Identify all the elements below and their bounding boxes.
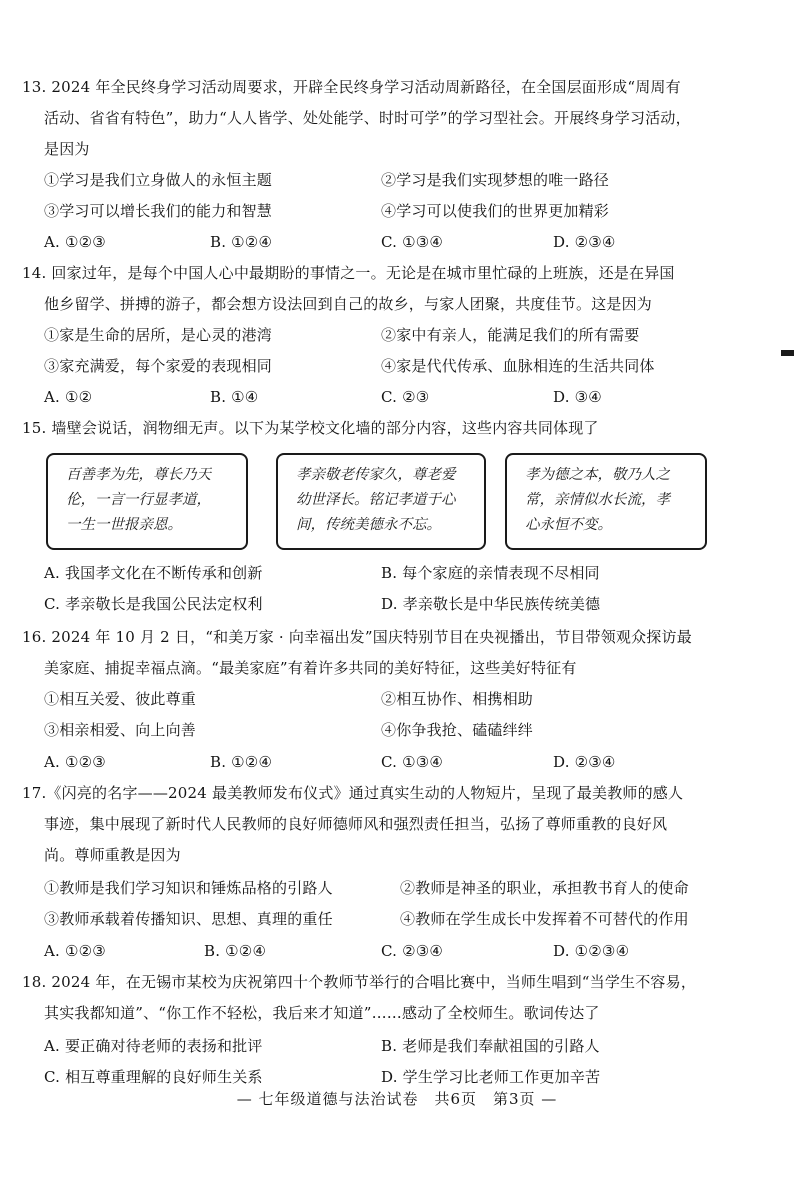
card-1-line-3: 一生一世报亲恩。 [66, 517, 182, 533]
q17-stem-line-2: 事迹，集中展现了新时代人民教师的良好师德师风和强烈责任担当，弘扬了尊师重教的良好风 [44, 815, 668, 833]
q15-stem-line-1: 15. 墙壁会说话，润物细无声。以下为某学校文化墙的部分内容，这些内容共同体现了 [22, 419, 599, 437]
card-3-line-1: 孝为德之本，敬乃人之 [525, 467, 670, 483]
q16-option-b: B. ①②④ [210, 753, 273, 771]
culture-wall-card-2 [276, 453, 486, 550]
card-1-line-2: 伦，一言一行显孝道， [66, 492, 211, 508]
q15-option-a: A. 我国孝文化在不断传承和创新 [44, 564, 263, 582]
q17-option-d: D. ①②③④ [553, 942, 630, 960]
q17-statement-2: ②教师是神圣的职业，承担教书育人的使命 [400, 879, 689, 897]
q17-option-b: B. ①②④ [204, 942, 267, 960]
card-2-line-1: 孝亲敬老传家久，尊老爱 [296, 467, 456, 483]
q18-option-c: C. 相互尊重理解的良好师生关系 [44, 1068, 263, 1086]
q14-option-b: B. ①④ [210, 388, 259, 406]
q15-option-b: B. 每个家庭的亲情表现不尽相同 [381, 564, 600, 582]
page-footer: — 七年级道德与法治试卷 共6页 第3页 — [236, 1090, 558, 1108]
q18-stem-line-2: 其实我都知道”、“你工作不轻松，我后来才知道”……感动了全校师生。歌词传达了 [44, 1004, 600, 1022]
q14-statement-3: ③家充满爱，每个家爱的表现相同 [44, 357, 273, 375]
q17-option-a: A. ①②③ [44, 942, 106, 960]
q14-option-c: C. ②③ [381, 388, 430, 406]
q14-statement-1: ①家是生命的居所，是心灵的港湾 [44, 326, 273, 344]
q13-option-c: C. ①③④ [381, 233, 444, 251]
margin-registration-mark [781, 350, 794, 356]
q17-statement-4: ④教师在学生成长中发挥着不可替代的作用 [400, 910, 689, 928]
q14-statement-4: ④家是代代传承、血脉相连的生活共同体 [381, 357, 655, 375]
culture-wall-card-1 [46, 453, 248, 550]
q16-statement-2: ②相互协作、相携相助 [381, 690, 534, 708]
q17-option-c: C. ②③④ [381, 942, 444, 960]
q14-option-d: D. ③④ [553, 388, 602, 406]
card-1-line-1: 百善孝为先，尊长乃天 [66, 467, 211, 483]
q18-stem-line-1: 18. 2024 年，在无锡市某校为庆祝第四十个教师节举行的合唱比赛中，当师生唱到“当学生不容易， [22, 973, 697, 991]
q13-option-a: A. ①②③ [44, 233, 106, 251]
card-2-line-2: 幼世泽长。铭记孝道于心 [296, 492, 456, 508]
q16-stem-line-1: 16. 2024 年 10 月 2 日，“和美万家 · 向幸福出发”国庆特别节目在央视播出，节目带领观众探访最 [22, 628, 692, 646]
q15-option-d: D. 孝亲敬长是中华民族传统美德 [381, 595, 601, 613]
q16-option-d: D. ②③④ [553, 753, 616, 771]
q13-statement-2: ②学习是我们实现梦想的唯一路径 [381, 171, 610, 189]
q14-option-a: A. ①② [44, 388, 93, 406]
q18-option-a: A. 要正确对待老师的表扬和批评 [44, 1037, 263, 1055]
q14-stem-line-1: 14. 回家过年，是每个中国人心中最期盼的事情之一。无论是在城市里忙碌的上班族，还是在异国 [22, 264, 675, 282]
q13-statement-4: ④学习可以使我们的世界更加精彩 [381, 202, 610, 220]
culture-wall-card-3 [505, 453, 707, 550]
q16-statement-3: ③相亲相爱、向上向善 [44, 721, 197, 739]
q18-option-b: B. 老师是我们奉献祖国的引路人 [381, 1037, 600, 1055]
q17-stem-line-1: 17.《闪亮的名字——2024 最美教师发布仪式》通过真实生动的人物短片，呈现了最美教师的感人 [22, 784, 684, 802]
q17-statement-1: ①教师是我们学习知识和锤炼品格的引路人 [44, 879, 333, 897]
q16-stem-line-2: 美家庭、捕捉幸福点滴。“最美家庭”有着许多共同的美好特征，这些美好特征有 [44, 659, 577, 677]
q15-option-c: C. 孝亲敬长是我国公民法定权利 [44, 595, 263, 613]
card-2-line-3: 间，传统美德永不忘。 [296, 517, 441, 533]
card-3-line-2: 常，亲情似水长流，孝 [525, 492, 670, 508]
q17-stem-line-3: 尚。尊师重教是因为 [44, 846, 181, 864]
q13-option-d: D. ②③④ [553, 233, 616, 251]
q13-stem-line-1: 13. 2024 年全民终身学习活动周要求，开辟全民终身学习活动周新路径，在全国层面形成“周周有 [22, 78, 681, 96]
q16-statement-4: ④你争我抢、磕磕绊绊 [381, 721, 534, 739]
q16-option-a: A. ①②③ [44, 753, 106, 771]
q13-option-b: B. ①②④ [210, 233, 273, 251]
card-3-line-3: 心永恒不变。 [525, 517, 612, 533]
q17-statement-3: ③教师承载着传播知识、思想、真理的重任 [44, 910, 333, 928]
q16-statement-1: ①相互关爱、彼此尊重 [44, 690, 197, 708]
q14-statement-2: ②家中有亲人，能满足我们的所有需要 [381, 326, 640, 344]
q13-statement-3: ③学习可以增长我们的能力和智慧 [44, 202, 273, 220]
q13-stem-line-3: 是因为 [44, 140, 90, 158]
q16-option-c: C. ①③④ [381, 753, 444, 771]
q13-stem-line-2: 活动、省省有特色”，助力“人人皆学、处处能学、时时可学”的学习型社会。开展终身学习活动， [44, 109, 691, 127]
q14-stem-line-2: 他乡留学、拼搏的游子，都会想方设法回到自己的故乡，与家人团聚，共度佳节。这是因为 [44, 295, 653, 313]
q18-option-d: D. 学生学习比老师工作更加辛苦 [381, 1068, 601, 1086]
q13-statement-1: ①学习是我们立身做人的永恒主题 [44, 171, 273, 189]
